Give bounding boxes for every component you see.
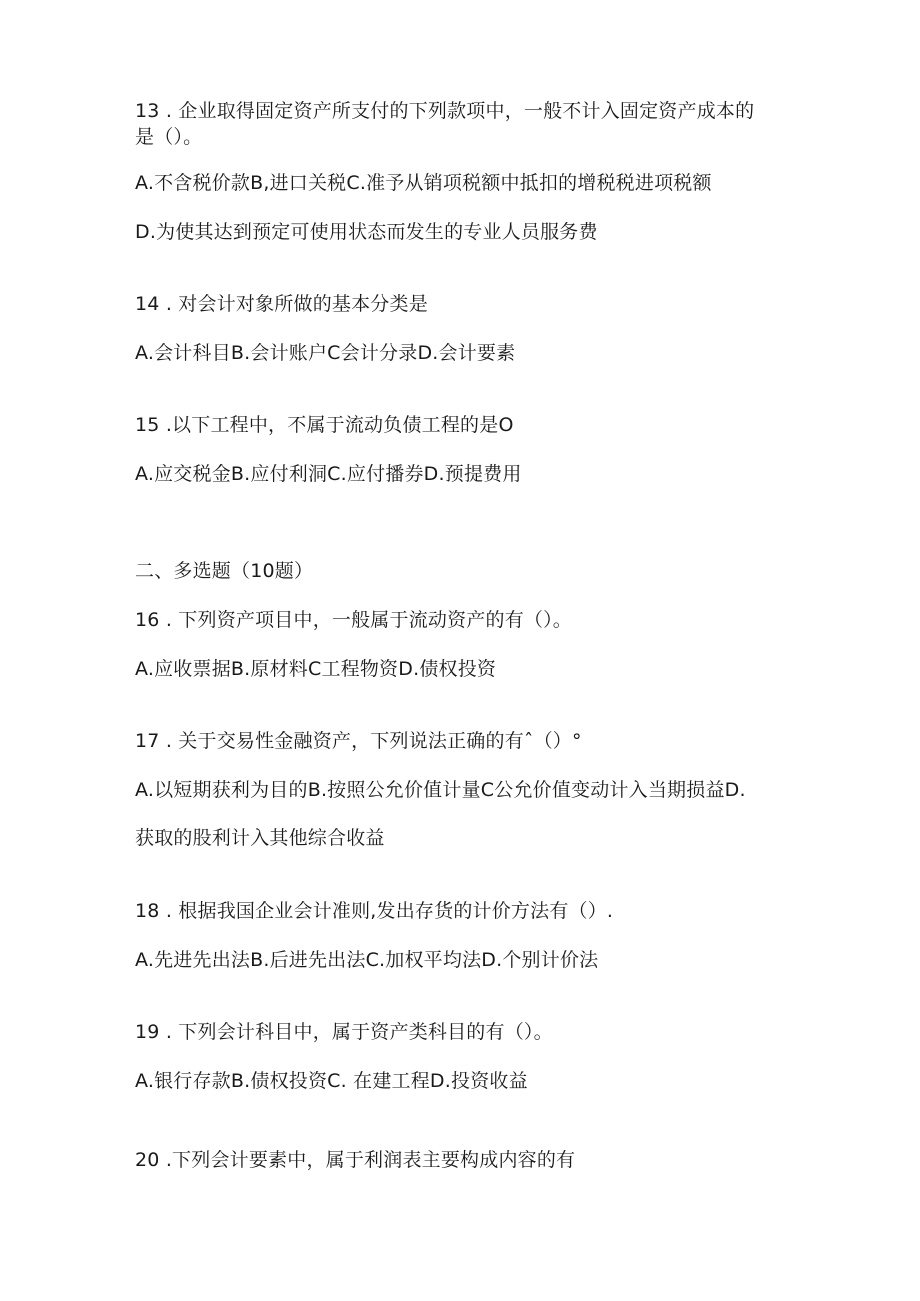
question-13-options-line-2: D.为使其达到预定可使用状态而发生的专业人员服务费 <box>135 221 598 243</box>
question-15-stem: 15 .以下工程中，不属于流动负债工程的是O <box>135 414 514 436</box>
question-17-options-line-1: A.以短期获利为目的B.按照公允价值计量C公允价值变动计入当期损益D. <box>135 779 746 801</box>
question-14-stem: 14 . 对会计对象所做的基本分类是 <box>135 293 428 315</box>
question-18-stem: 18 . 根据我国企业会计准则,发出存货的计价方法有（）. <box>135 900 614 922</box>
question-16-options: A.应收票据B.原材料C工程物资D.债权投资 <box>135 658 497 680</box>
question-17-stem: 17 . 关于交易性金融资产，下列说法正确的有ˆ（）° <box>135 730 582 752</box>
section-title: 二、多选题（10题） <box>135 560 314 582</box>
question-13-stem-line-1: 13 . 企业取得固定资产所支付的下列款项中，一般不计入固定资产成本的 <box>135 100 755 122</box>
question-19-options: A.银行存款B.债权投资C. 在建工程D.投资收益 <box>135 1070 528 1092</box>
question-13-options-line-1: A.不含税价款B,进口关税C.准予从销项税额中抵扣的增税税进项税额 <box>135 172 712 194</box>
question-17-options-line-2: 获取的股利计入其他综合收益 <box>135 827 385 849</box>
question-19-stem: 19 . 下列会计科目中，属于资产类科目的有（）。 <box>135 1021 553 1043</box>
question-18-options: A.先进先出法B.后进先出法C.加权平均法D.个别计价法 <box>135 949 599 971</box>
question-20-stem: 20 .下列会计要素中，属于利润表主要构成内容的有 <box>135 1149 576 1171</box>
question-13-stem-line-2: 是（）。 <box>135 126 203 148</box>
question-14-options: A.会计科目B.会计账户C会计分录D.会计要素 <box>135 342 516 364</box>
question-16-stem: 16 . 下列资产项目中，一般属于流动资产的有（）。 <box>135 609 572 631</box>
question-15-options: A.应交税金B.应付利洞C.应付播券D.预提费用 <box>135 463 522 485</box>
